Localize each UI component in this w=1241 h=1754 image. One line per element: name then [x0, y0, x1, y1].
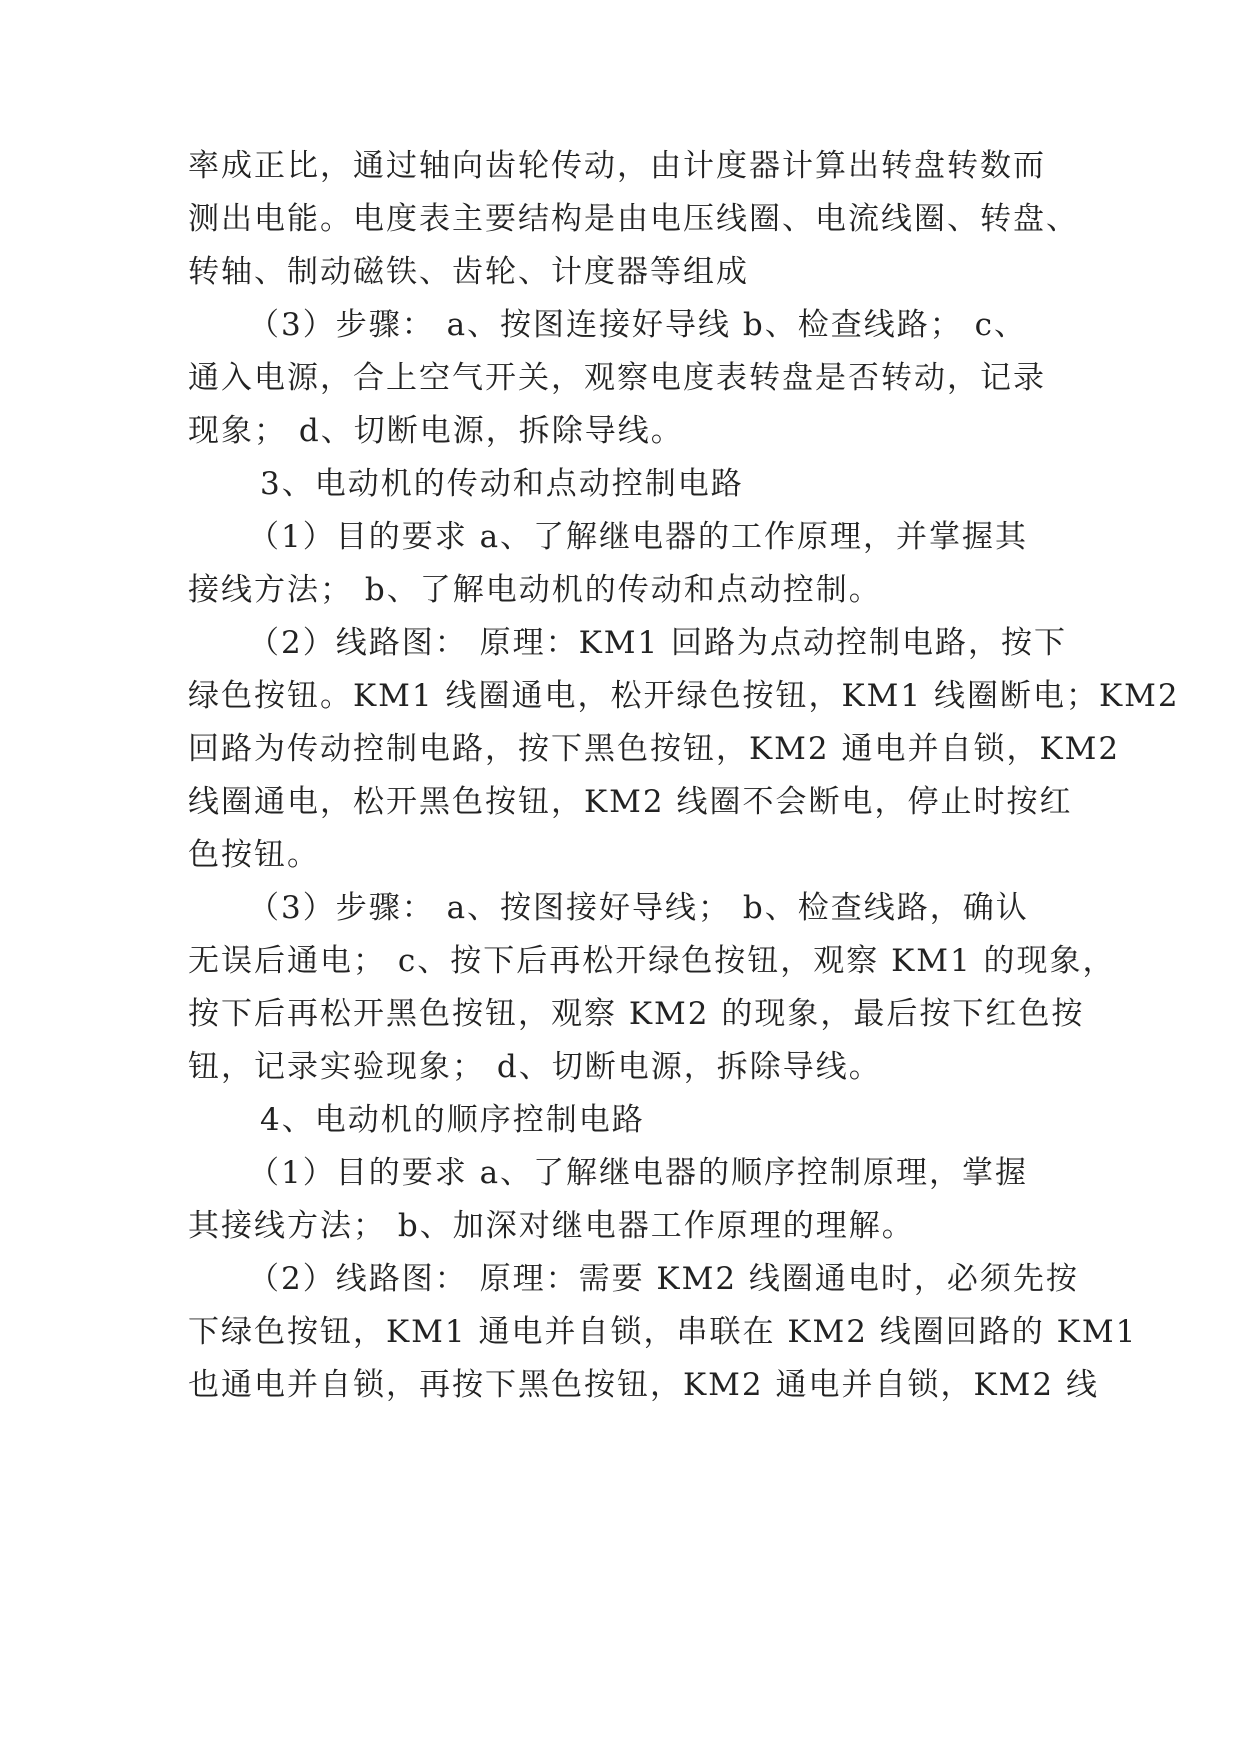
- text-line: 转轴、制动磁铁、齿轮、计度器等组成: [188, 254, 749, 290]
- text-line: （1）目的要求 a、了解继电器的顺序控制原理，掌握: [248, 1155, 1029, 1191]
- text-line: 也通电并自锁，再按下黑色按钮，KM2 通电并自锁，KM2 线: [188, 1367, 1099, 1403]
- section-heading: 4、电动机的顺序控制电路: [260, 1102, 645, 1138]
- text-line: （2）线路图： 原理：需要 KM2 线圈通电时，必须先按: [248, 1261, 1079, 1297]
- text-line: 下绿色按钮，KM1 通电并自锁，串联在 KM2 线圈回路的 KM1: [188, 1314, 1138, 1350]
- text-line: （1）目的要求 a、了解继电器的工作原理，并掌握其: [248, 519, 1029, 555]
- text-line: 按下后再松开黑色按钮，观察 KM2 的现象，最后按下红色按: [188, 996, 1085, 1032]
- text-line: 绿色按钮。KM1 线圈通电，松开绿色按钮，KM1 线圈断电；KM2: [188, 678, 1180, 714]
- section-heading: 3、电动机的传动和点动控制电路: [260, 466, 744, 502]
- text-line: 接线方法； b、了解电动机的传动和点动控制。: [188, 572, 882, 608]
- text-line: 无误后通电； c、按下后再松开绿色按钮，观察 KM1 的现象，: [188, 943, 1116, 979]
- text-line: 钮，记录实验现象； d、切断电源，拆除导线。: [188, 1049, 882, 1085]
- text-line: 通入电源，合上空气开关，观察电度表转盘是否转动，记录: [188, 360, 1046, 396]
- text-line: （3）步骤： a、按图接好导线； b、检查线路，确认: [248, 890, 1029, 926]
- text-line: 回路为传动控制电路，按下黑色按钮，KM2 通电并自锁，KM2: [188, 731, 1121, 767]
- text-line: 测出电能。电度表主要结构是由电压线圈、电流线圈、转盘、: [188, 201, 1079, 237]
- text-line: 率成正比，通过轴向齿轮传动，由计度器计算出转盘转数而: [188, 148, 1046, 184]
- text-line: 线圈通电，松开黑色按钮，KM2 线圈不会断电，停止时按红: [188, 784, 1073, 820]
- text-line: 现象； d、切断电源，拆除导线。: [188, 413, 684, 449]
- text-line: （3）步骤： a、按图连接好导线 b、检查线路； c、: [248, 307, 1027, 343]
- text-line: （2）线路图： 原理：KM1 回路为点动控制电路，按下: [248, 625, 1068, 661]
- text-line: 其接线方法； b、加深对继电器工作原理的理解。: [188, 1208, 915, 1244]
- text-line: 色按钮。: [188, 837, 320, 873]
